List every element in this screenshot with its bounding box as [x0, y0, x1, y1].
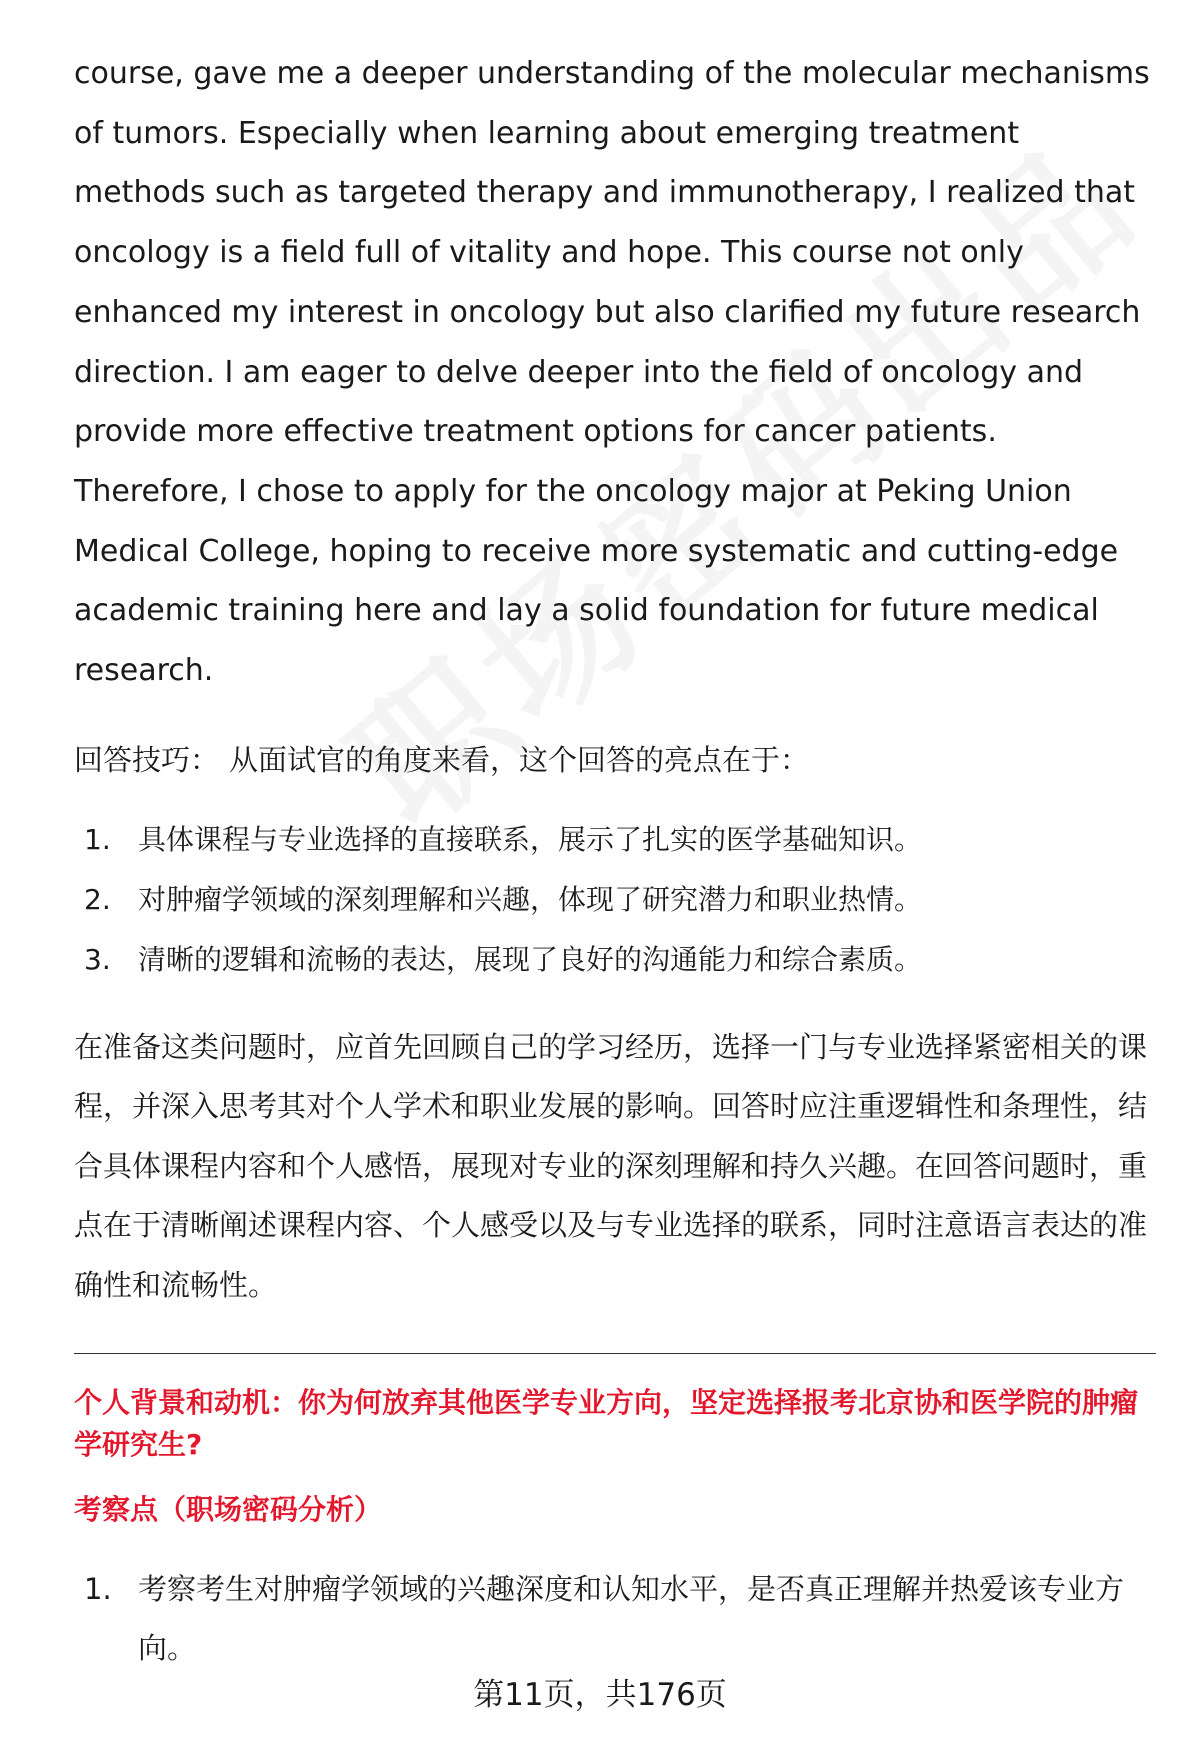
list-item — [74, 930, 1156, 990]
preparation-paragraph: 在准备这类问题时，应首先回顾自己的学习经历，选择一门与专业选择紧密相关的课程，并深入思考其对个人学术和职业发展的影响。回答时应注重逻辑性和条理性，结合具体课程内容和个人感悟，展现对专业的深刻理解和持久兴趣。在回答问题时，重点在于清晰阐述课程内容、个人感受以及与专业选择的联系，同时注意语言表达的准确性和流畅性。 — [74, 1029, 1148, 1302]
list-item-text: 具体课程与专业选择的直接联系，展示了扎实的医学基础知识。 — [138, 822, 923, 856]
list-item-text: 考察考生对肿瘤学领域的兴趣深度和认知水平，是否真正理解并热爱该专业方向。 — [138, 1572, 1125, 1666]
list-item — [74, 870, 1156, 930]
question-heading: 个人背景和动机：你为何放弃其他医学专业方向，坚定选择报考北京协和医学院的肿瘤学研究生? — [74, 1386, 1139, 1462]
answer-tips-text: 从面试官的角度来看，这个回答的亮点在于： — [229, 742, 810, 777]
list-item-text: 对肿瘤学领域的深刻理解和兴趣，体现了研究潜力和职业热情。 — [138, 882, 923, 916]
list-item-number: 3. — [84, 942, 111, 976]
document-body — [74, 44, 1156, 1678]
list-item-number: 1. — [84, 822, 111, 856]
page-number: 第11页，共176页 — [473, 1677, 727, 1713]
section-divider — [74, 1353, 1156, 1354]
list-item — [74, 810, 1156, 870]
answer-tips-label: 回答技巧： — [74, 742, 220, 777]
list-item — [74, 1560, 1156, 1678]
intro-paragraph: course, gave me a deeper understanding of the molecular mechanisms of tumors. Especially when learning about emerging treatment methods such as targeted therapy and immunotherapy, I realized that oncology is a field full of vitality and hope. This course not only enhanced my interest in oncology but also clarified my future research direction. I am eager to delve deeper into the field of oncology and provide more effective treatment options for cancer patients. Therefore, I chose to apply for the oncology major at Peking Union Medical College, hoping to receive more systematic and cutting-edge academic training here and lay a solid foundation for future medical research. — [74, 56, 1150, 689]
list-item-number: 1. — [84, 1572, 112, 1607]
assessment-heading: 考察点（职场密码分析） — [74, 1493, 383, 1527]
list-item-number: 2. — [84, 882, 111, 916]
assessment-list — [74, 1560, 1156, 1678]
answer-tips — [74, 740, 1156, 780]
list-item-text: 清晰的逻辑和流畅的表达，展现了良好的沟通能力和综合素质。 — [138, 942, 923, 976]
highlights-list — [74, 810, 1156, 990]
